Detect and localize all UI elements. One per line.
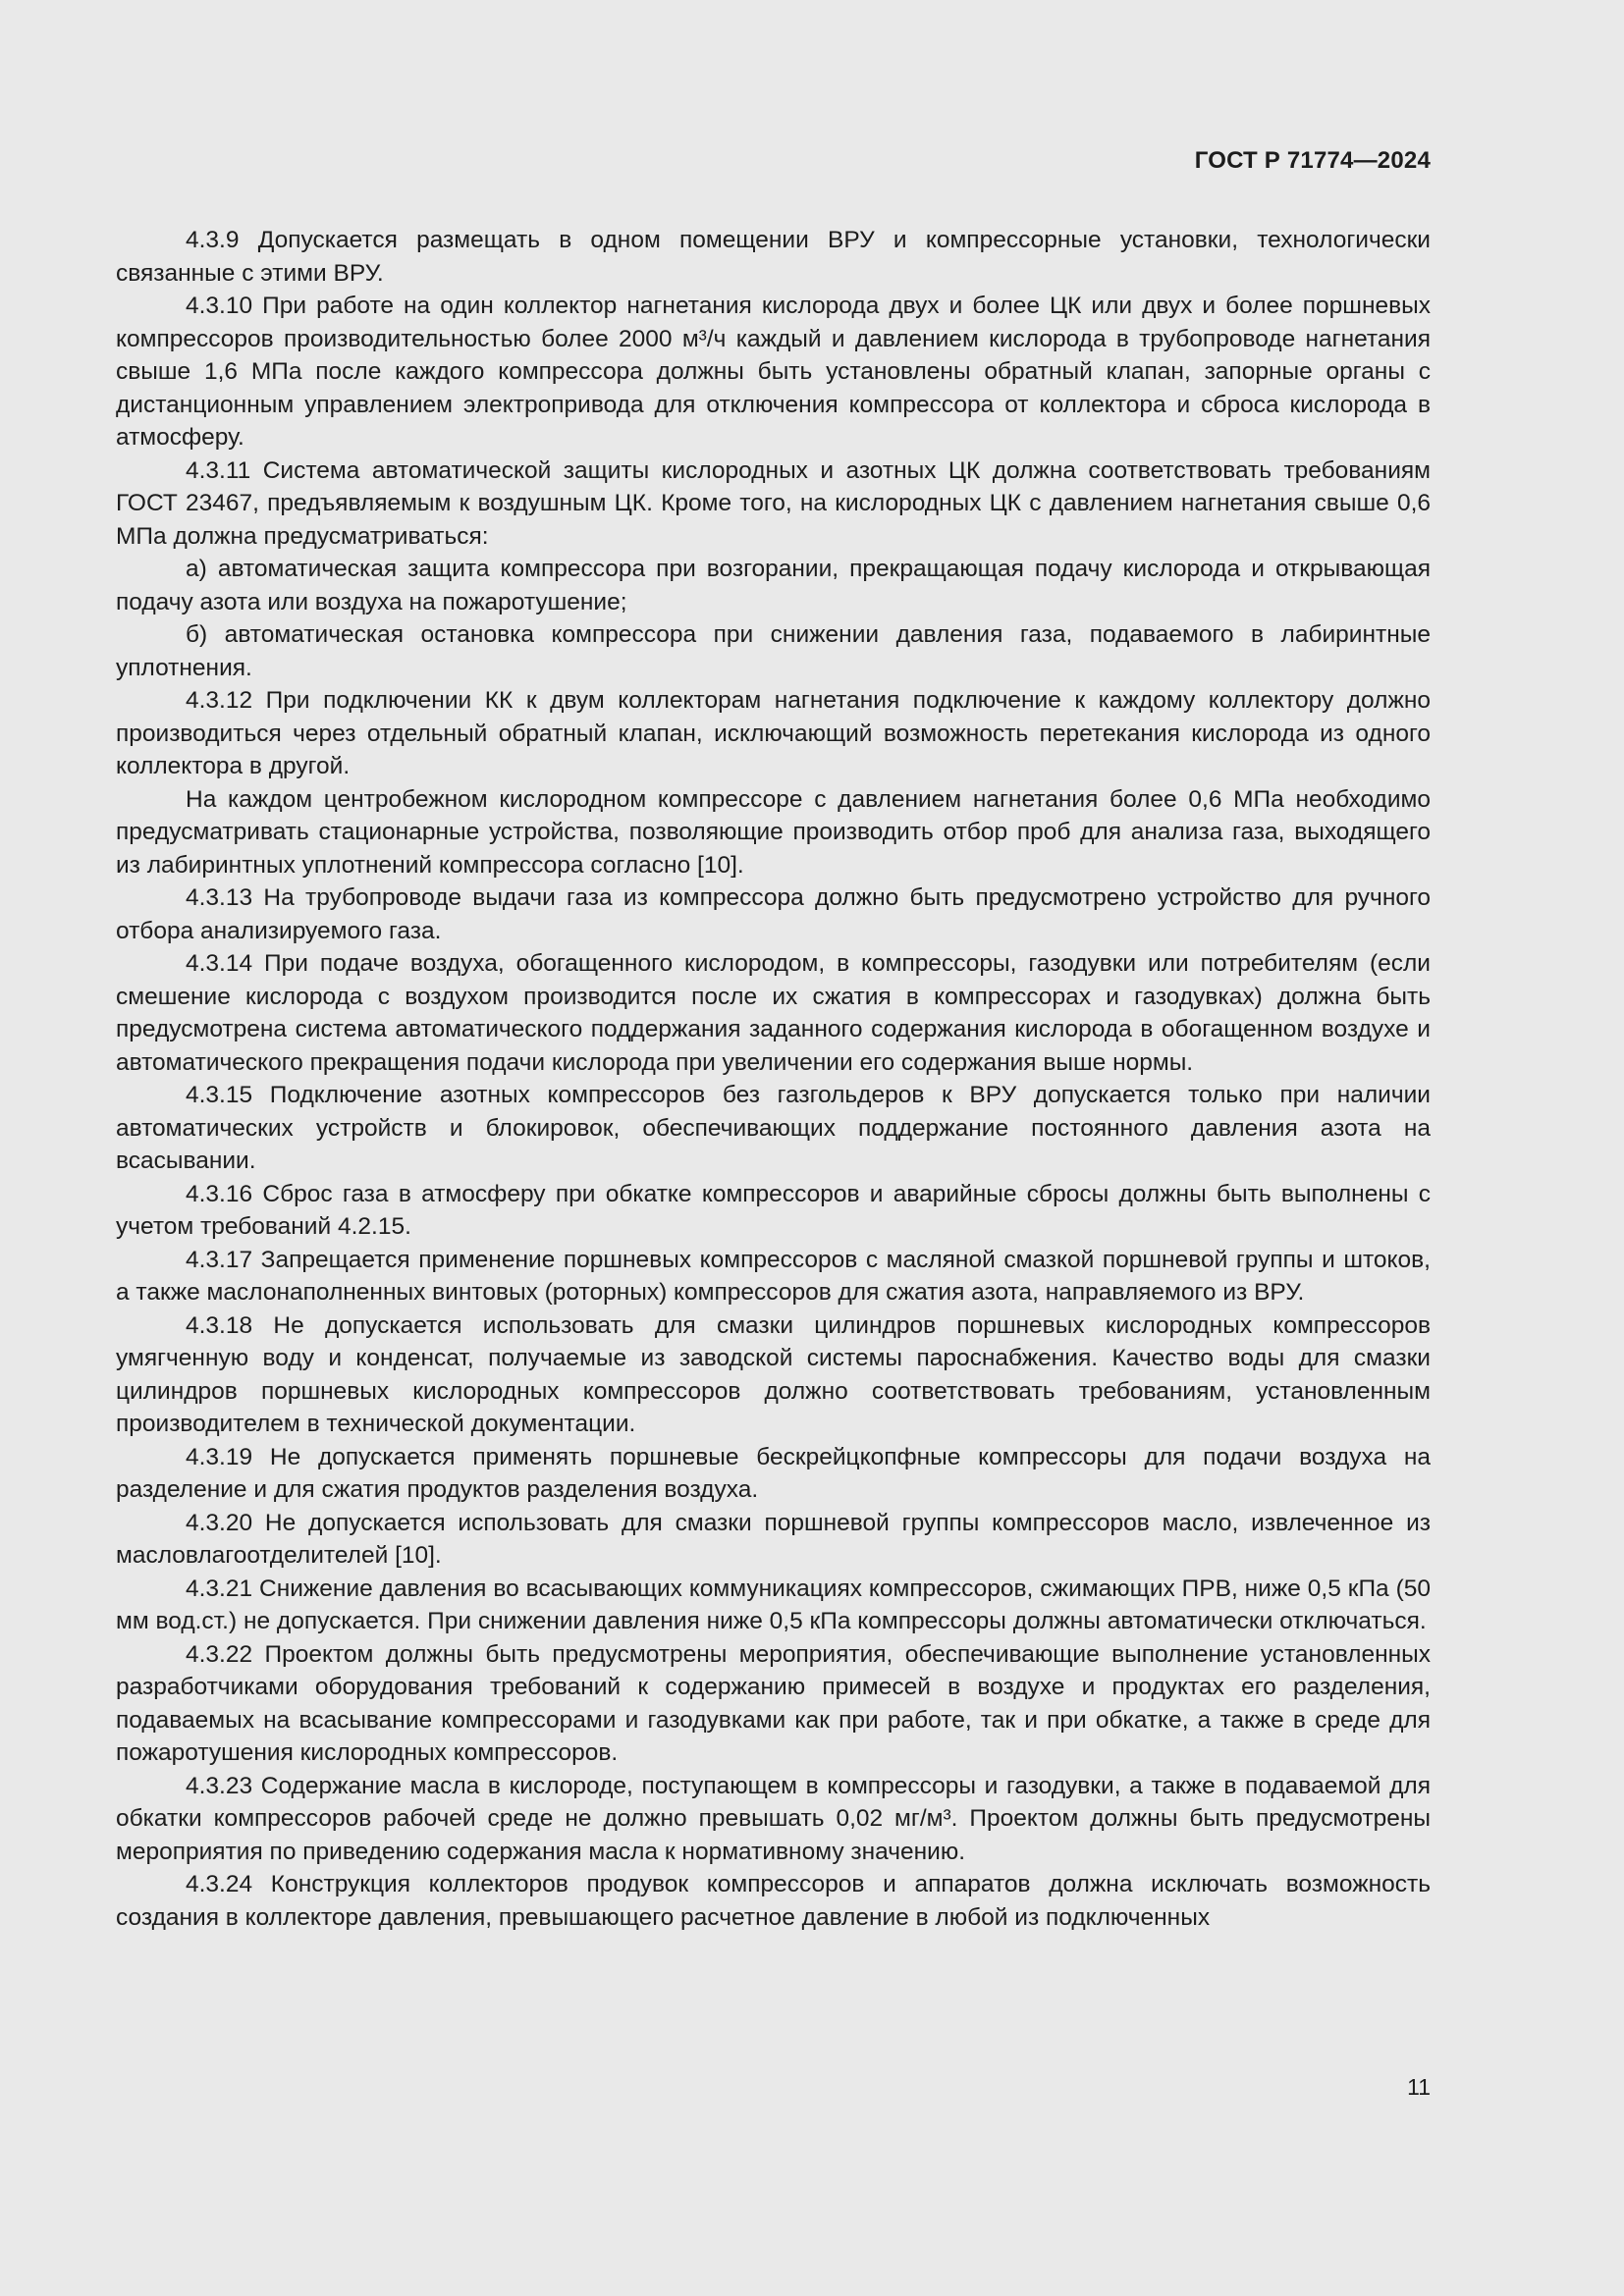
paragraph-4-3-10: 4.3.10 При работе на один коллектор нагнетания кислорода двух и более ЦК или двух и более поршневых компрессоров производительностью более 2000 м³/ч каждый и давлением кислорода в трубопроводе нагнетания свыше 1,6 МПа после каждого компрессора должны быть установлены обратный клапан, запорные органы с дистанционным управлением электропривода для отключения компрессора от коллектора и сброса кислорода в атмосферу. (116, 293, 1431, 451)
paragraph-4-3-13: 4.3.13 На трубопроводе выдачи газа из компрессора должно быть предусмотрено устройство для ручного отбора анализируемого газа. (116, 884, 1431, 944)
paragraph-4-3-11: 4.3.11 Система автоматической защиты кислородных и азотных ЦК должна соответствовать требованиям ГОСТ 23467, предъявляемым к воздушным ЦК. Кроме того, на кислородных ЦК с давлением нагнетания свыше 0,6 МПа должна предусматриваться: (116, 456, 1431, 550)
paragraph-4-3-12-cont: На каждом центробежном кислородном компрессоре с давлением нагнетания более 0,6 МПа необходимо предусматривать стационарные устройства, позволяющие производить отбор проб для анализа газа, выходящего из лабиринтных уплотнений компрессора согласно [10]. (116, 785, 1431, 879)
list-item-b: б) автоматическая остановка компрессора при снижении давления газа, подаваемого в лабиринтные уплотнения. (116, 621, 1431, 681)
document-header: ГОСТ Р 71774—2024 (1194, 147, 1431, 174)
list-item-a: а) автоматическая защита компрессора при возгорании, прекращающая подачу кислорода и открывающая подачу азота или воздуха на пожаротушение; (116, 556, 1431, 615)
paragraph-4-3-16: 4.3.16 Сброс газа в атмосферу при обкатке компрессоров и аварийные сбросы должны быть выполнены с учетом требований 4.2.15. (116, 1180, 1431, 1240)
paragraph-4-3-18: 4.3.18 Не допускается использовать для смазки цилиндров поршневых кислородных компрессоров умягченную воду и конденсат, получаемые из заводской системы пароснабжения. Качество воды для смазки цилиндров поршневых кислородных компрессоров должно соответствовать требованиям, установленным производителем в технической документации. (116, 1311, 1431, 1437)
paragraph-4-3-19: 4.3.19 Не допускается применять поршневые бескрейцкопфные компрессоры для подачи воздуха на разделение и для сжатия продуктов разделения воздуха. (116, 1443, 1431, 1503)
paragraph-4-3-24: 4.3.24 Конструкция коллекторов продувок компрессоров и аппаратов должна исключать возможность создания в коллекторе давления, превышающего расчетное давление в любой из подключенных (116, 1871, 1431, 1931)
paragraph-4-3-23: 4.3.23 Содержание масла в кислороде, поступающем в компрессоры и газодувки, а также в подаваемой для обкатки компрессоров рабочей среде не должно превышать 0,02 мг/м³. Проектом должны быть предусмотрены мероприятия по приведению содержания масла к нормативному значению. (116, 1772, 1431, 1865)
document-body (116, 224, 1431, 1934)
paragraph-4-3-9: 4.3.9 Допускается размещать в одном помещении ВРУ и компрессорные установки, технологически связанные с этими ВРУ. (116, 227, 1431, 287)
paragraph-4-3-17: 4.3.17 Запрещается применение поршневых компрессоров с масляной смазкой поршневой группы и штоков, а также маслонаполненных винтовых (роторных) компрессоров для сжатия азота, направляемого из ВРУ. (116, 1246, 1431, 1306)
paragraph-4-3-15: 4.3.15 Подключение азотных компрессоров без газгольдеров к ВРУ допускается только при наличии автоматических устройств и блокировок, обеспечивающих поддержание постоянного давления азота на всасывании. (116, 1082, 1431, 1174)
paragraph-4-3-22: 4.3.22 Проектом должны быть предусмотрены мероприятия, обеспечивающие выполнение установленных разработчиками оборудования требований к содержанию примесей в воздухе и продуктах его разделения, подаваемых на всасывание компрессорами и газодувками как при работе, так и при обкатке, а также в среде для пожаротушения кислородных компрессоров. (116, 1640, 1431, 1766)
paragraph-4-3-21: 4.3.21 Снижение давления во всасывающих коммуникациях компрессоров, сжимающих ПРВ, ниже 0,5 кПа (50 мм вод.ст.) не допускается. При снижении давления ниже 0,5 кПа компрессоры должны автоматически отключаться. (116, 1575, 1431, 1634)
paragraph-4-3-12: 4.3.12 При подключении КК к двум коллекторам нагнетания подключение к каждому коллектору должно производиться через отдельный обратный клапан, исключающий возможность перетекания кислорода из одного коллектора в другой. (116, 687, 1431, 779)
page-number: 11 (1407, 2074, 1431, 2100)
paragraph-4-3-14: 4.3.14 При подаче воздуха, обогащенного кислородом, в компрессоры, газодувки или потребителям (если смешение кислорода с воздухом производится после их сжатия в компрессорах и газодувках) должна быть предусмотрена система автоматического поддержания заданного содержания кислорода в обогащенном воздухе и автоматического прекращения подачи кислорода при увеличении его содержания выше нормы. (116, 950, 1431, 1076)
paragraph-4-3-20: 4.3.20 Не допускается использовать для смазки поршневой группы компрессоров масло, извлеченное из масловлагоотделителей [10]. (116, 1509, 1431, 1569)
